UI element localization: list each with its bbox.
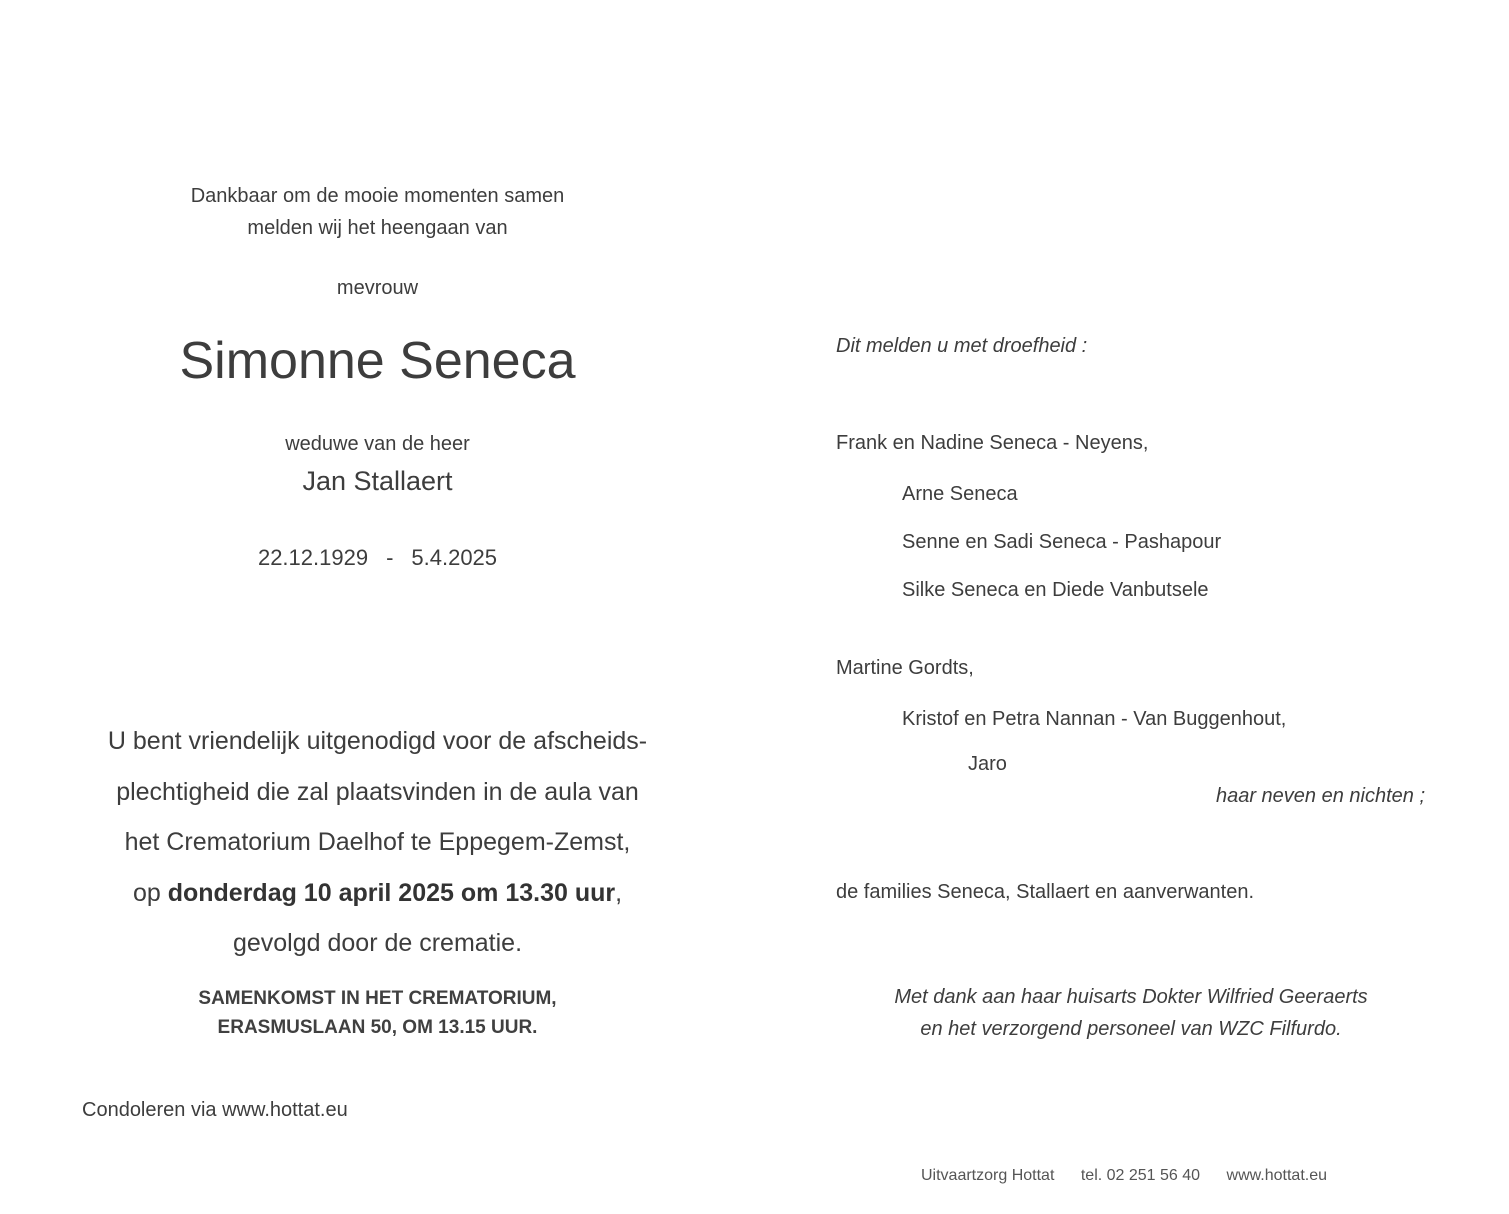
grandchild-kristof: Kristof en Petra Nannan - Van Buggenhout,	[902, 708, 1287, 730]
birth-date: 22.12.1929	[257, 545, 369, 570]
invitation-line-5: gevolgd door de crematie.	[232, 929, 523, 957]
thanks-line-2: en het verzorgend personeel van WZC Filfurdo.	[920, 1018, 1342, 1040]
funeral-home-footer	[921, 1167, 1349, 1185]
death-date: 5.4.2025	[411, 545, 498, 570]
invitation-line-3: het Crematorium Daelhof te Eppegem-Zemst,	[124, 828, 631, 856]
grandchild-silke: Silke Seneca en Diede Vanbutsele	[902, 579, 1209, 601]
extended-families: de families Seneca, Stallaert en aanverwanten.	[836, 881, 1255, 903]
intro-text	[70, 180, 685, 244]
husband-name: Jan Stallaert	[302, 466, 453, 496]
honorific: mevrouw	[336, 277, 419, 299]
funeral-home-name: Uitvaartzorg Hottat	[921, 1167, 1055, 1184]
condolences-link[interactable]: Condoleren via www.hottat.eu	[82, 1099, 348, 1121]
funeral-home-website[interactable]: www.hottat.eu	[1226, 1167, 1328, 1184]
invitation-line-2: plechtigheid die zal plaatsvinden in de aula van	[116, 777, 639, 806]
thanks-line-1: Met dank aan haar huisarts Dokter Wilfried Geeraerts	[894, 986, 1368, 1008]
grandchild-senne: Senne en Sadi Seneca - Pashapour	[902, 531, 1222, 553]
gathering-line-1: SAMENKOMST IN HET CREMATORIUM,	[198, 988, 557, 1009]
great-grandchild-jaro: Jaro	[968, 753, 1007, 775]
thanks-note	[836, 981, 1426, 1045]
date-separator: -	[386, 545, 394, 570]
announcement-intro: Dit melden u met droefheid :	[836, 335, 1088, 357]
ceremony-datetime: donderdag 10 april 2025 om 13.30 uur	[167, 878, 616, 907]
family-frank: Frank en Nadine Seneca - Neyens,	[836, 432, 1149, 454]
life-dates	[70, 545, 685, 571]
invitation-line-1: U bent vriendelijk uitgenodigd voor de afscheids-	[107, 727, 648, 755]
gathering-notice	[70, 984, 685, 1042]
invitation-suffix: ,	[615, 878, 623, 907]
ceremony-invitation	[70, 716, 685, 969]
family-martine: Martine Gordts,	[836, 657, 974, 679]
invitation-prefix: op	[132, 878, 168, 907]
deceased-name: Simonne Seneca	[179, 332, 576, 390]
grandchild-arne: Arne Seneca	[902, 483, 1018, 505]
funeral-home-phone[interactable]: tel. 02 251 56 40	[1080, 1167, 1201, 1184]
gathering-line-2: ERASMUSLAAN 50, OM 13.15 UUR.	[217, 1017, 538, 1038]
widow-of-label: weduwe van de heer	[285, 433, 470, 455]
intro-line-2: melden wij het heengaan van	[247, 217, 508, 239]
invitation-line-4	[70, 868, 685, 919]
nephews-nieces: haar neven en nichten ;	[1215, 785, 1425, 807]
intro-line-1: Dankbaar om de mooie momenten samen	[190, 185, 565, 207]
